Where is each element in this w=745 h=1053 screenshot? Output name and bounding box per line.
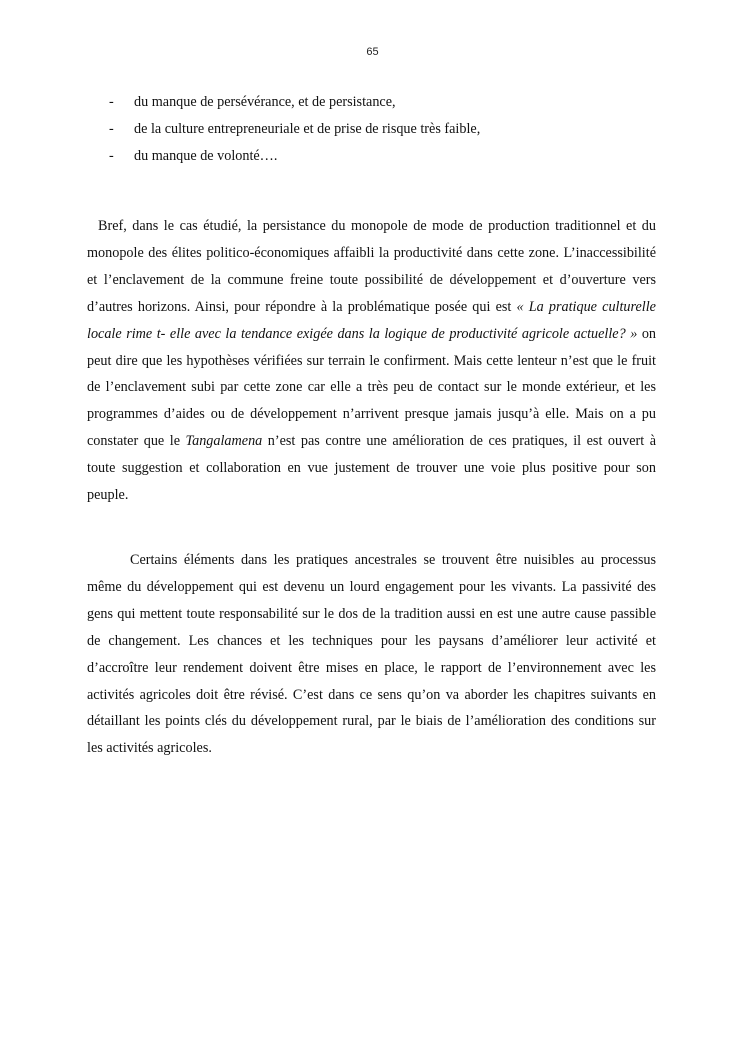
list-item bbox=[109, 89, 480, 116]
paragraph-text: on peut dire que les hypothèses vérifiées sur terrain le confirment. Mais cette lenteur n’est que le fruit de l’enclavement subi par cette zone car elle a très peu de contact sur le monde extérieur, et les programmes d’aides ou de développement n’arrivent presque jamais jusqu’à elle. Mais on a pu constater que le bbox=[87, 325, 657, 450]
bullet-marker: - bbox=[109, 148, 114, 164]
problem-statement-quote: « La pratique culturelle locale rime t- elle avec la tendance exigée dans la logique de productivité agricole actuelle? » bbox=[87, 298, 656, 342]
list-item bbox=[109, 116, 480, 143]
list-item-text: de la culture entrepreneuriale et de prise de risque très faible, bbox=[134, 121, 481, 137]
list-item-text: du manque de volonté…. bbox=[134, 148, 278, 164]
bullet-list bbox=[109, 89, 480, 170]
list-item-text: du manque de persévérance, et de persistance, bbox=[134, 94, 396, 110]
paragraph-text: Bref, dans le cas étudié, la persistance du monopole de mode de production traditionnel et du monopole des élites politico-économiques affaibli la productivité dans cette zone. L’inaccessibilité et l’enclavement de la commune freine toute possibilité de développement et d’ouverture vers d’autres horizons. Ainsi, pour répondre à la problématique posée qui est bbox=[87, 218, 656, 315]
paragraph-text: n’est pas contre une amélioration de ces pratiques, il est ouvert à toute suggestion et collaboration en vue justement de trouver une voie plus positive pour son peuple. bbox=[87, 433, 656, 504]
paragraph-conclusion bbox=[87, 213, 656, 509]
page-number: 65 bbox=[366, 46, 379, 58]
bullet-marker: - bbox=[109, 94, 114, 110]
list-item bbox=[109, 143, 480, 170]
paragraph-transition: Certains éléments dans les pratiques ancestrales se trouvent être nuisibles au processus même du développement qui est devenu un lourd engagement pour les vivants. La passivité des gens qui mettent toute responsabilité sur le dos de la tradition aussi en est une autre cause passible de changement. Les chances et les techniques pour les paysans d’améliorer leur activité et d’accroître leur rendement doivent être mises en place, le rapport de l’environnement avec les activités agricoles doit être révisé. C’est dans ce sens qu’on va aborder les chapitres suivants en détaillant les points clés du développement rural, par le biais de l’amélioration des conditions sur les activités agricoles. bbox=[87, 552, 656, 757]
bullet-marker: - bbox=[109, 121, 114, 137]
tangalamena-term: Tangalamena bbox=[185, 433, 263, 450]
